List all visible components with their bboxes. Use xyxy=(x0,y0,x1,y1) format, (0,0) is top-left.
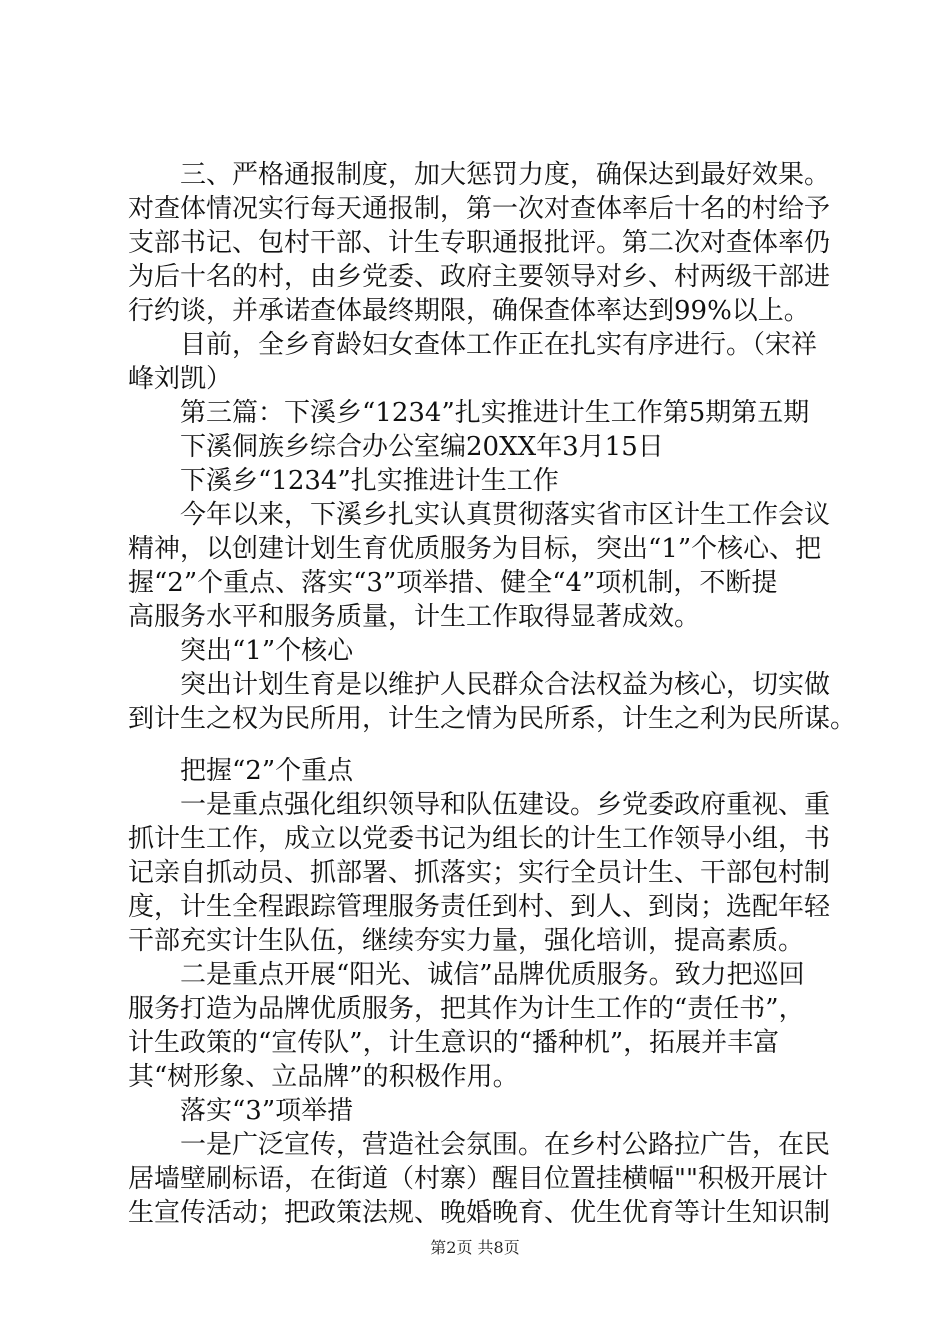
page-footer xyxy=(0,1238,950,1258)
page-number-label: 第2页 共8页 xyxy=(430,1238,520,1257)
text-line: 三、严格通报制度，加大惩罚力度，确保达到最好效果。 xyxy=(128,160,831,190)
text-line: 目前，全乡育龄妇女查体工作正在扎实有序进行。（宋祥 xyxy=(128,330,818,360)
text-line: 记亲自抓动员、抓部署、抓落实；实行全员计生、干部包村制 xyxy=(128,858,831,888)
section-heading: 第三篇：下溪乡“1234”扎实推进计生工作第5期第五期 xyxy=(128,398,810,428)
text-line: 一是重点强化组织领导和队伍建设。乡党委政府重视、重 xyxy=(128,790,831,820)
text-line: 其“树形象、立品牌”的积极作用。 xyxy=(128,1062,519,1092)
text-line: 生宣传活动；把政策法规、晚婚晚育、优生优育等计生知识制 xyxy=(128,1198,831,1228)
text-line: 支部书记、包村干部、计生专职通报批评。第二次对查体率仍 xyxy=(128,228,831,258)
text-line: 度，计生全程跟踪管理服务责任到村、到人、到岗；选配年轻 xyxy=(128,892,831,922)
text-line: 今年以来，下溪乡扎实认真贯彻落实省市区计生工作会议 xyxy=(128,500,831,530)
text-line: 干部充实计生队伍，继续夯实力量，强化培训，提高素质。 xyxy=(128,926,805,956)
text-line: 高服务水平和服务质量，计生工作取得显著成效。 xyxy=(128,602,701,632)
text-line: 对查体情况实行每天通报制，第一次对查体率后十名的村给予 xyxy=(128,194,831,224)
text-line: 抓计生工作，成立以党委书记为组长的计生工作领导小组，书 xyxy=(128,824,831,854)
text-line: 计生政策的“宣传队”，计生意识的“播种机”，拓展并丰富 xyxy=(128,1028,780,1058)
text-line: 二是重点开展“阳光、诚信”品牌优质服务。致力把巡回 xyxy=(128,960,805,990)
section-heading: 落实“3”项举措 xyxy=(128,1096,354,1126)
section-heading: 突出“1”个核心 xyxy=(128,636,354,666)
text-line: 服务打造为品牌优质服务，把其作为计生工作的“责任书”， xyxy=(128,994,805,1024)
text-line: 精神，以创建计划生育优质服务为目标，突出“1”个核心、把 xyxy=(128,534,822,564)
text-line: 居墙壁刷标语，在街道（村寨）醒目位置挂横幅""积极开展计 xyxy=(128,1164,828,1194)
text-line: 下溪侗族乡综合办公室编20XX年3月15日 xyxy=(128,432,664,462)
text-line: 突出计划生育是以维护人民群众合法权益为核心，切实做 xyxy=(128,670,831,700)
text-line: 一是广泛宣传，营造社会氛围。在乡村公路拉广告，在民 xyxy=(128,1130,831,1160)
section-heading: 把握“2”个重点 xyxy=(128,756,354,786)
text-line: 到计生之权为民所用，计生之情为民所系，计生之利为民所谋。 xyxy=(128,704,857,734)
text-line: 握“2”个重点、落实“3”项举措、健全“4”项机制，不断提 xyxy=(128,568,778,598)
text-line: 峰刘凯） xyxy=(128,364,233,394)
section-heading: 下溪乡“1234”扎实推进计生工作 xyxy=(128,466,559,496)
text-line: 为后十名的村，由乡党委、政府主要领导对乡、村两级干部进 xyxy=(128,262,831,292)
text-line: 行约谈，并承诺查体最终期限，确保查体率达到99%以上。 xyxy=(128,296,810,326)
